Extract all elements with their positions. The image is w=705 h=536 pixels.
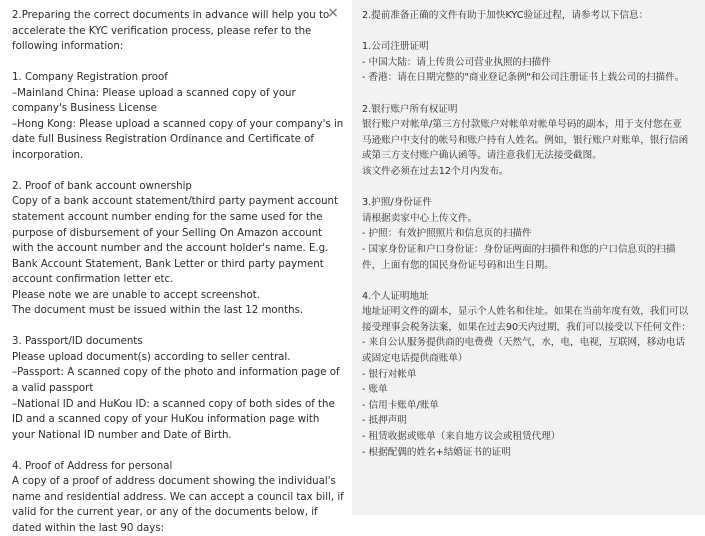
text-line: 地址证明文件的副本，显示个人姓名和住址。如果在当前年度有效，我们可以接受理事会税务法案，如果在过去90天内过期，我们可以接受以下任何文件： bbox=[362, 306, 691, 333]
text-section bbox=[12, 5, 344, 55]
section-heading: 1. Company Registration proof bbox=[12, 72, 168, 84]
text-line: –National ID and HuKou ID: a scanned copy of both sides of the ID and a scanned copy of your HuKou information page with your National ID number and Date of Birth. bbox=[12, 398, 335, 441]
text-line: 请根据卖家中心上传文件。 bbox=[362, 212, 478, 224]
section-heading: 3. Passport/ID documents bbox=[12, 336, 143, 348]
text-line: - 中国大陆：请上传贵公司营业执照的扫描件 bbox=[362, 56, 551, 68]
text-line: –Passport: A scanned copy of the photo and information page of a valid passport bbox=[12, 367, 340, 394]
text-line: - 香港：请在日期完整的"商业登记条例"和公司注册证书上载公司的扫描件。 bbox=[362, 72, 685, 84]
text-line: 2.Preparing the correct documents in advance will help you to accelerate the KYC verification process, please refer to the following information: bbox=[12, 10, 330, 53]
section-heading: 1.公司注册证明 bbox=[362, 41, 429, 53]
text-section bbox=[12, 70, 344, 163]
text-line: - 账单 bbox=[362, 384, 388, 396]
close-icon[interactable]: × bbox=[327, 5, 339, 21]
text-line: - 银行对帐单 bbox=[362, 368, 417, 380]
text-line: A copy of a proof of address document showing the individual's name and residential address. We can accept a council tax bill, if valid for the current year, or any of the documents below, if dated within the last 90 days: bbox=[12, 476, 344, 534]
text-line: Please upload document(s) according to seller central. bbox=[12, 351, 291, 363]
text-line: - 来自公认服务提供商的电费费（天然气，水，电，电视，互联网，移动电话或固定电话提供商账单） bbox=[362, 337, 686, 365]
section-heading: 2.银行账户所有权证明 bbox=[362, 103, 458, 115]
paragraph-gap bbox=[362, 86, 691, 102]
paragraph-gap bbox=[362, 180, 691, 196]
text-section bbox=[12, 179, 344, 319]
text-line: - 信用卡账单/账单 bbox=[362, 399, 439, 411]
section-heading: 3.护照/身份证件 bbox=[362, 197, 432, 209]
text-line: - 抵押声明 bbox=[362, 415, 407, 427]
text-section bbox=[362, 289, 691, 461]
text-line: 该文件必须在过去12个月内发布。 bbox=[362, 165, 509, 177]
text-section bbox=[362, 8, 691, 24]
section-heading: 2. Proof of bank account ownership bbox=[12, 180, 192, 192]
paragraph-gap bbox=[12, 319, 344, 335]
text-line: - 护照：有效护照照片和信息页的扫描件 bbox=[362, 228, 532, 240]
text-line: 银行账户对帐单/第三方付款账户对帐单对帐单号码的副本，用于支付您在亚马逊账户中支付的帐号和账户持有人姓名。例如，银行账户对账单，银行信函或第三方支付账户确认函等。请注意我们无法接受截图。 bbox=[362, 119, 689, 162]
text-section bbox=[362, 39, 691, 86]
text-line: - 根据配偶的姓名+结婚证书的证明 bbox=[362, 446, 511, 458]
text-line: - 国家身份证和户口身份证：身份证两面的扫描件和您的户口信息页的扫描件，上面有您的国民身份证号码和出生日期。 bbox=[362, 243, 676, 271]
text-line: –Mainland China: Please upload a scanned copy of your company's Business License bbox=[12, 87, 296, 115]
text-line: –Hong Kong: Please upload a scanned copy of your company's in date full Business Registration Ordinance and Certificate of incorporation. bbox=[12, 118, 344, 161]
text-section bbox=[362, 102, 691, 180]
text-section bbox=[362, 195, 691, 273]
chinese-panel bbox=[352, 0, 705, 515]
section-heading: 4. Proof of Address for personal bbox=[12, 460, 173, 472]
paragraph-gap bbox=[362, 24, 691, 40]
text-line: 2.提前准备正确的文件有助于加快KYC验证过程，请参考以下信息： bbox=[362, 10, 649, 21]
section-heading: 4.个人证明地址 bbox=[362, 290, 429, 302]
text-line: The document must be issued within the last 12 months. bbox=[12, 305, 304, 317]
text-section bbox=[12, 334, 344, 443]
text-line: Copy of a bank account statement/third party payment account statement account number ending for the same used for the purpose of disbursement of your Selling On Amazon account with the account number and the account holder's name. E.g. Bank Account Statement, Bank Letter or third party payment account confirmation letter etc. bbox=[12, 196, 338, 286]
text-line: - 租赁收据或账单（来自地方议会或租赁代理） bbox=[362, 431, 561, 443]
paragraph-gap bbox=[12, 163, 344, 179]
paragraph-gap bbox=[12, 55, 344, 71]
paragraph-gap bbox=[362, 273, 691, 289]
text-line: Please note we are unable to accept screenshot. bbox=[12, 289, 260, 301]
paragraph-gap bbox=[12, 443, 344, 459]
text-section bbox=[12, 459, 344, 536]
